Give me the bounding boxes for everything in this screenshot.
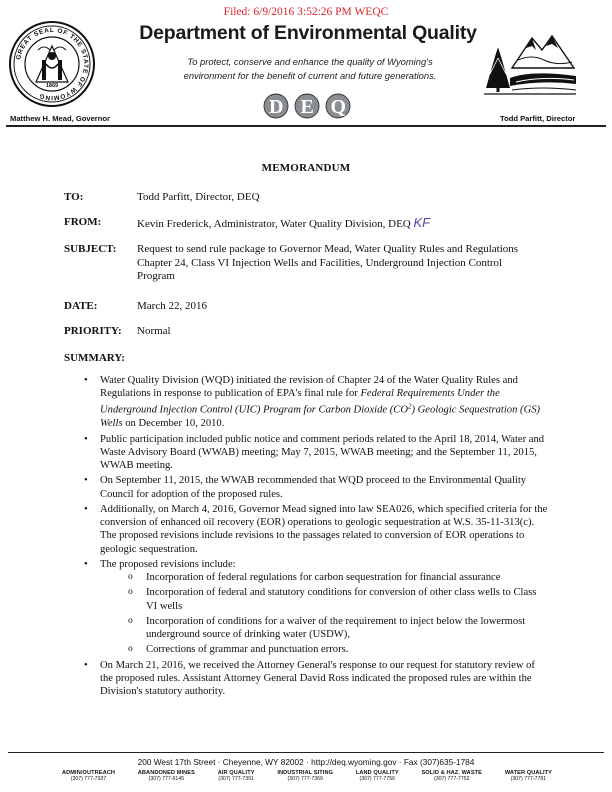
- tagline-line-1: To protect, conserve and enhance the quality of Wyoming's: [187, 56, 433, 67]
- dept-phone: (307) 777-7781: [510, 776, 547, 782]
- footer-dept: [356, 770, 399, 782]
- footer-dept: [421, 770, 482, 782]
- department-title: Department of Environmental Quality: [139, 22, 477, 44]
- to-label: TO:: [64, 191, 84, 203]
- dept-name: SOLID & HAZ. WASTE: [421, 770, 483, 776]
- summary-item: • On March 21, 2016, we received the Attorney General's response to our request for statutory review of the proposed rules. Assistant Attorney General David Ross indicated the proposed rules are within the Division's statutory authority.: [84, 659, 548, 699]
- footer-divider: [8, 752, 604, 753]
- signature-initials: KF: [413, 215, 431, 230]
- header-divider: [6, 125, 606, 127]
- dept-phone: (307) 777-7756: [359, 776, 395, 782]
- summary-item-1-text: Water Quality Division (WQD) initiated the revision of Chapter 24 of the Water Quality Rules and Regulations in response to publication of EPA's final rule for: [100, 375, 518, 400]
- svg-text:Q: Q: [330, 96, 347, 118]
- dept-phone: (307) 777-7369: [287, 776, 323, 782]
- to-value: Todd Parfitt, Director, DEQ: [137, 191, 260, 203]
- sub-item: o Incorporation of conditions for a waiver of the requirement to inject below the lowermost underground source of drinking water (USDW),: [128, 615, 548, 641]
- summary-item-5-text: The proposed revisions include:: [100, 558, 236, 570]
- date-label: DATE:: [64, 300, 98, 312]
- director-name: Todd Parfitt, Director: [500, 114, 576, 123]
- dept-name: LAND QUALITY: [355, 770, 399, 776]
- sub-item: o Incorporation of federal and statutory conditions for conversion of other class wells to Class VI wells: [128, 586, 548, 612]
- footer-dept: [277, 770, 333, 782]
- agency-tagline: [150, 55, 470, 83]
- date-value: March 22, 2016: [137, 300, 207, 312]
- summary-heading: SUMMARY:: [64, 352, 125, 364]
- dept-phone: (307) 777-7937: [70, 776, 107, 782]
- footer-address: 200 West 17th Street · Cheyenne, WY 82002 · http://deq.wyoming.gov · Fax (307)635-1784: [137, 757, 475, 767]
- deq-logo-icon: [252, 93, 362, 119]
- dept-phone: (307) 777-7391: [218, 776, 254, 782]
- from-label: FROM:: [64, 216, 102, 228]
- subject-line-1: Request to send rule package to Governor Mead, Water Quality Rules and Regulations: [137, 243, 519, 255]
- governor-name: Matthew H. Mead, Governor: [10, 114, 110, 123]
- rule-title-italic: Federal Requirements Under the Underground Injection Control (UIC) Program for Carbon Dioxide (CO: [100, 388, 500, 416]
- filed-stamp: Filed: 6/9/2016 3:52:26 PM WEQC: [223, 6, 389, 18]
- footer-dept: [505, 770, 552, 782]
- summary-item: • Public participation included public notice and comment periods related to the April 18, 2014, Water and Waste Advisory Board (WWAB) meeting; May 7, 2015, WWAB meeting; and the September 11, 2015, WWAB meeting.: [84, 433, 548, 473]
- svg-text:D: D: [269, 96, 284, 118]
- subject-line-3: Program: [137, 270, 175, 282]
- footer-dept: [62, 770, 115, 782]
- co2-subscript: 2: [407, 402, 412, 411]
- sub-item: o Incorporation of federal regulations for carbon sequestration for financial assurance: [128, 571, 548, 584]
- seal-ring-text: GREAT SEAL OF THE STATE OF WYOMING: [15, 26, 90, 102]
- subject-value: [137, 243, 557, 284]
- summary-item-1-tail: on December 10, 2010.: [122, 418, 225, 430]
- priority-value: Normal: [137, 325, 171, 337]
- footer-departments: [62, 770, 552, 782]
- summary-item: • On September 11, 2015, the WWAB recommended that WQD proceed to the Environmental Quality Council for adoption of the proposed rules.: [84, 474, 548, 500]
- dept-name: AIR QUALITY: [217, 770, 255, 776]
- dept-name: ADMIN/OUTREACH: [62, 770, 115, 776]
- summary-item: [84, 558, 548, 656]
- dept-phone: (307) 777-7752: [434, 776, 470, 782]
- subject-line-2: Chapter 24, Class VI Injection Wells and Facilities, Underground Injection Control: [137, 256, 503, 269]
- dept-name: ABANDONED MINES: [137, 770, 195, 776]
- mountain-landscape-icon: [482, 24, 578, 98]
- subject-label: SUBJECT:: [64, 243, 117, 255]
- memo-title: MEMORANDUM: [261, 162, 351, 174]
- from-value: Kevin Frederick, Administrator, Water Quality Division, DEQ: [137, 218, 411, 230]
- wyoming-state-seal-icon: [8, 20, 96, 108]
- dept-name: INDUSTRIAL SITING: [277, 770, 334, 776]
- priority-label: PRIORITY:: [64, 325, 122, 337]
- revisions-sublist: [100, 571, 548, 656]
- from-line: [137, 216, 557, 232]
- summary-item: • Additionally, on March 4, 2016, Governor Mead signed into law SEA026, which specified criteria for the conversion of enhanced oil recovery (EOR) operations to geologic sequestration at W.S. 35-11-313(c). The proposed revisions include revisions to the passages related to conversion of EOR operations to geologic sequestration.: [84, 503, 548, 556]
- footer-dept: [218, 770, 255, 782]
- footer-dept: [138, 770, 195, 782]
- rule-title-italic-2: ) Geologic Sequestration (GS) Wells: [100, 404, 541, 430]
- dept-phone: (307) 777-6145: [148, 776, 185, 782]
- summary-item: [84, 374, 548, 430]
- sub-item: o Corrections of grammar and punctuation errors.: [128, 643, 548, 656]
- svg-text:E: E: [300, 96, 314, 118]
- dept-name: WATER QUALITY: [504, 770, 552, 776]
- seal-year: 1869: [45, 83, 59, 89]
- summary-list: [84, 374, 548, 700]
- tagline-line-2: environment for the benefit of current and future generations.: [183, 70, 437, 81]
